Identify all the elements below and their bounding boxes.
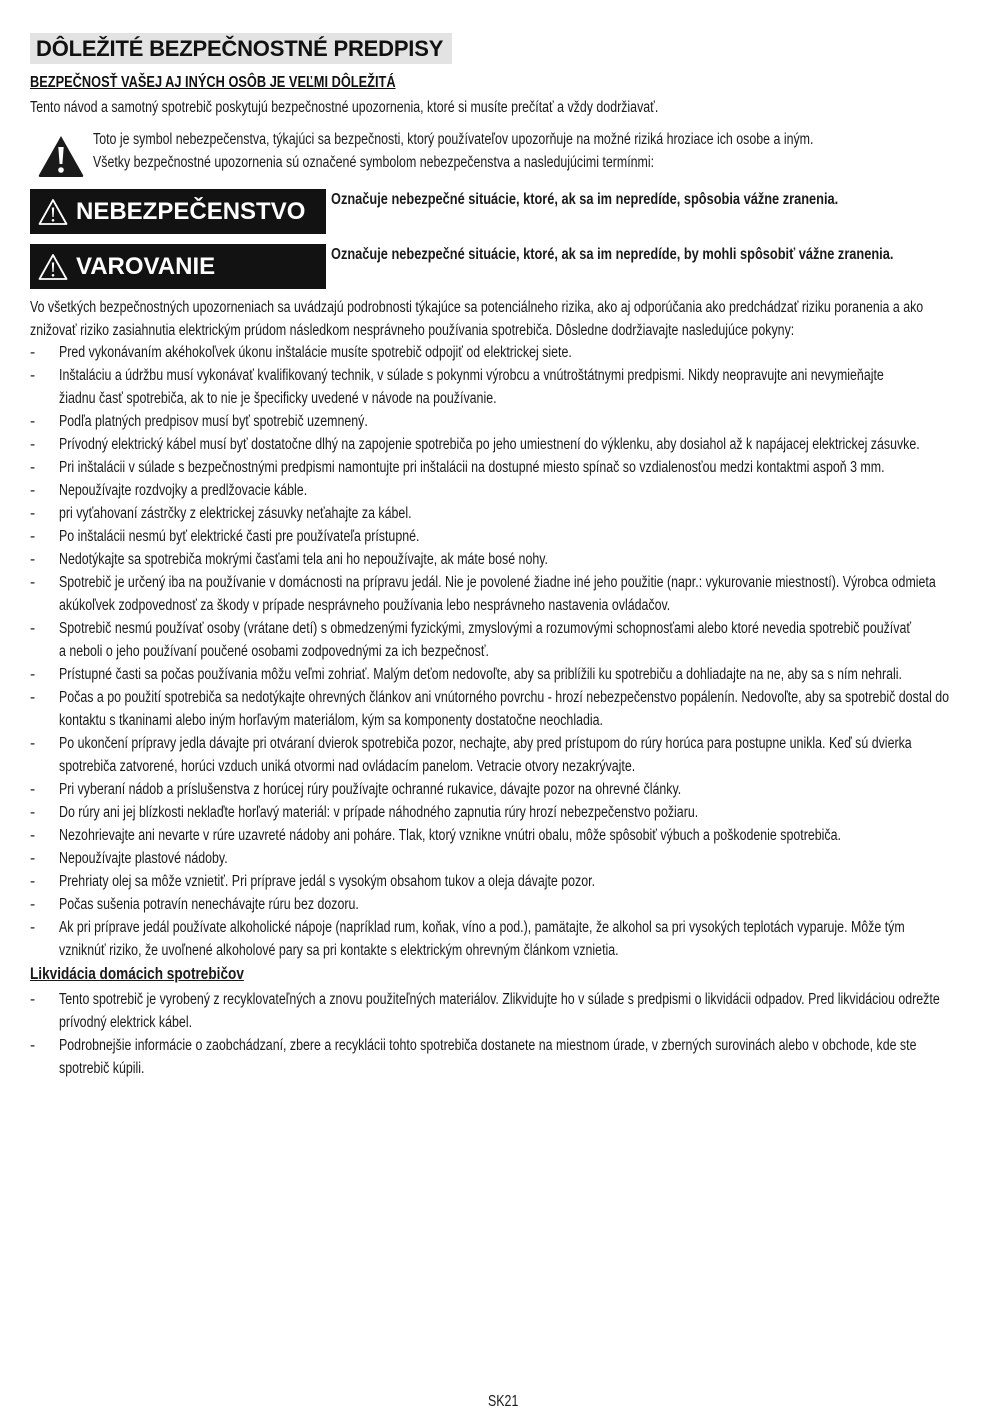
list-item xyxy=(30,893,980,916)
list-item xyxy=(30,870,980,893)
list-item-line: prívodný elektrick kábel. xyxy=(59,1014,193,1031)
list-item xyxy=(30,686,980,732)
intro-text: Tento návod a samotný spotrebič poskytujú bezpečnostné upozornenia, ktoré si musíte prečítať a vždy dodržiavať. xyxy=(30,99,659,116)
list-dash: - xyxy=(30,482,36,499)
list-item xyxy=(30,479,980,502)
list-dash: - xyxy=(30,781,36,798)
list-dash: - xyxy=(30,735,36,752)
list-dash: - xyxy=(30,413,36,430)
list-dash: - xyxy=(30,896,36,913)
list-dash: - xyxy=(30,1037,36,1054)
list-item-line: Po inštalácii nesmú byť elektrické časti pre používateľa prístupné. xyxy=(59,528,420,545)
list-item-text xyxy=(59,732,1005,778)
list-item-text xyxy=(59,870,1005,893)
list-item-text xyxy=(59,916,1005,962)
section-subtitle: BEZPEČNOSŤ VAŠEJ AJ INÝCH OSÔB JE VEĽMI DÔLEŽITÁ xyxy=(30,74,396,91)
list-item-line: Ak pri príprave jedál používate alkoholické nápoje (napríklad rum, koňak, víno a pod.), pamätajte, že alkohol sa pri vysokých teplotách vyparuje. Môže tým xyxy=(59,919,905,936)
list-item-line: Podrobnejšie informácie o zaobchádzaní, zbere a recyklácii tohto spotrebiča dostanete na miestnom úrade, v zberných surovinách alebo v obchode, kde ste xyxy=(59,1037,917,1054)
list-dash: - xyxy=(30,551,36,568)
list-dash: - xyxy=(30,620,36,637)
list-item-line: Počas sušenia potravín nenechávajte rúru bez dozoru. xyxy=(59,896,359,913)
symbol-description-line: Toto je symbol nebezpečenstva, týkajúci sa bezpečnosti, ktorý používateľov upozorňuje na možné riziká hroziace ich osobe a iným. xyxy=(93,131,814,148)
list-item-line: Prístupné časti sa počas používania môžu veľmi zohriať. Malým deťom nedovoľte, aby sa priblížili ku spotrebiču a dohliadajte na ne, aby sa s ním nehrali. xyxy=(59,666,902,683)
list-item-text xyxy=(59,571,1005,617)
list-item-text xyxy=(59,479,1005,502)
list-item-text xyxy=(59,456,1005,479)
list-item-line: a neboli o jeho používaní poučené osobami zodpovednými za ich bezpečnosť. xyxy=(59,643,489,660)
list-item xyxy=(30,732,980,778)
danger-label xyxy=(30,189,326,234)
list-item-text xyxy=(59,778,1005,801)
list-dash: - xyxy=(30,528,36,545)
list-dash: - xyxy=(30,919,36,936)
list-item-line: spotrebič kúpili. xyxy=(59,1060,145,1077)
list-item-line: Nezohrievajte ani nevarte v rúre uzavreté nádoby ani poháre. Tlak, ktorý vznikne vnútri obalu, môže spôsobiť výbuch a poškodenie spotrebiča. xyxy=(59,827,841,844)
disposal-list xyxy=(30,988,980,1080)
list-dash: - xyxy=(30,436,36,453)
list-item-line: žiadnu časť spotrebiča, ak to nie je špecificky uvedené v návode na používanie. xyxy=(59,390,497,407)
list-item xyxy=(30,778,980,801)
list-dash: - xyxy=(30,505,36,522)
list-item-line: Pri vyberaní nádob a príslušenstva z horúcej rúry používajte ochranné rukavice, dávajte pozor na ohrevné články. xyxy=(59,781,682,798)
list-item-text xyxy=(59,801,1005,824)
list-item xyxy=(30,571,980,617)
list-item xyxy=(30,341,980,364)
list-item-text xyxy=(59,341,1005,364)
list-item-line: Tento spotrebič je vyrobený z recyklovateľných a znovu použiteľných materiálov. Zlikvidujte ho v súlade s predpismi o likvidácii odpadov. Pred likvidáciou odrežte xyxy=(59,991,940,1008)
list-item xyxy=(30,410,980,433)
list-item-text xyxy=(59,988,1005,1034)
list-item-text xyxy=(59,525,1005,548)
list-item-text xyxy=(59,548,1005,571)
list-item-line: pri vyťahovaní zástrčky z elektrickej zásuvky neťahajte za kábel. xyxy=(59,505,412,522)
warning-description: Označuje nebezpečné situácie, ktoré, ak sa im nepredíde, by mohli spôsobiť vážne zranenia. xyxy=(331,246,894,263)
list-dash: - xyxy=(30,804,36,821)
list-item-text xyxy=(59,502,1005,525)
list-item-line: Do rúry ani jej blízkosti neklaďte horľavý materiál: v prípade náhodného zapnutia rúry hrozí nebezpečenstvo požiaru. xyxy=(59,804,699,821)
safety-instructions-list xyxy=(30,341,980,962)
list-item-line: Spotrebič nesmú používať osoby (vrátane detí) s obmedzenými fyzickými, zmyslovými a rozumovými schopnosťami alebo ktoré nevedia spotrebič používať xyxy=(59,620,912,637)
list-item-text xyxy=(59,1034,1005,1080)
list-item-line: Inštaláciu a údržbu musí vykonávať kvalifikovaný technik, v súlade s pokynmi výrobcu a vnútroštátnymi predpismi. Nikdy neopravujte ani nevymieňajte xyxy=(59,367,884,384)
list-item-text xyxy=(59,364,1005,410)
danger-description: Označuje nebezpečné situácie, ktoré, ak sa im nepredíde, spôsobia vážne zranenia. xyxy=(331,191,839,208)
list-item xyxy=(30,663,980,686)
warning-triangle-icon xyxy=(38,198,68,226)
list-item xyxy=(30,617,980,663)
list-item-line: Pred vykonávaním akéhokoľvek úkonu inštalácie musíte spotrebič odpojiť od elektrickej siete. xyxy=(59,344,572,361)
list-item xyxy=(30,916,980,962)
list-item-line: vzniknúť riziko, že uvoľnené alkoholové pary sa pri kontakte s elektrickým ohrevným článkom vznietia. xyxy=(59,942,619,959)
general-paragraph: Vo všetkých bezpečnostných upozorneniach sa uvádzajú podrobnosti týkajúce sa potenciálneho rizika, ako aj odporúčania ako predchádzať riziku poranenia a ako xyxy=(30,299,924,316)
list-item-text xyxy=(59,410,1005,433)
list-item-line: Nedotýkajte sa spotrebiča mokrými časťami tela ani ho nepoužívajte, ak máte bosé nohy. xyxy=(59,551,548,568)
list-item xyxy=(30,824,980,847)
list-item-text xyxy=(59,663,1005,686)
list-item-line: Prehriaty olej sa môže vznietiť. Pri príprave jedál s vysokým obsahom tukov a oleja dávajte pozor. xyxy=(59,873,596,890)
list-item-line: Podľa platných predpisov musí byť spotrebič uzemnený. xyxy=(59,413,368,430)
warning-triangle-icon xyxy=(38,253,68,281)
list-item xyxy=(30,502,980,525)
list-item xyxy=(30,456,980,479)
disposal-title: Likvidácia domácich spotrebičov xyxy=(30,964,244,983)
list-dash: - xyxy=(30,827,36,844)
list-item-text xyxy=(59,824,1005,847)
list-item-line: Prívodný elektrický kábel musí byť dostatočne dlhý na zapojenie spotrebiča po jeho umiestnení do výklenku, aby dosiahol až k napájacej elektrickej zásuvke. xyxy=(59,436,920,453)
list-item-line: Spotrebič je určený iba na používanie v domácnosti na prípravu jedál. Nie je povolené žiadne iné jeho použitie (napr.: vykurovanie miestností). Výrobca odmieta xyxy=(59,574,936,591)
page-number: SK21 xyxy=(488,1393,519,1410)
list-dash: - xyxy=(30,367,36,384)
list-item-line: Nepoužívajte plastové nádoby. xyxy=(59,850,228,867)
list-dash: - xyxy=(30,574,36,591)
list-item-text xyxy=(59,847,1005,870)
list-dash: - xyxy=(30,344,36,361)
page-title: DÔLEŽITÉ BEZPEČNOSTNÉ PREDPISY xyxy=(30,33,452,64)
list-dash: - xyxy=(30,991,36,1008)
list-item-line: spotrebiča zatvorené, horúci vzduch uniká otvormi nad ovládacím panelom. Vetracie otvory nezakrývajte. xyxy=(59,758,636,775)
list-item-text xyxy=(59,617,1005,663)
list-item-line: Pri inštalácii v súlade s bezpečnostnými predpismi namontujte pri inštalácii na dostupné miesto spínač so vzdialenosťou medzi kontaktmi aspoň 3 mm. xyxy=(59,459,885,476)
danger-term: NEBEZPEČENSTVO xyxy=(76,197,306,225)
warning-label xyxy=(30,244,326,289)
list-item xyxy=(30,525,980,548)
list-item xyxy=(30,801,980,824)
list-item-line: Počas a po použití spotrebiča sa nedotýkajte ohrevných článkov ani vnútorného povrchu - hrozí nebezpečenstvo popálenín. Nedovoľte, aby sa spotrebič dostal do xyxy=(59,689,950,706)
list-item xyxy=(30,847,980,870)
list-item-line: Po ukončení prípravy jedla dávajte pri otváraní dvierok spotrebiča pozor, nechajte, aby pred prístupom do rúry horúca para postupne unikla. Keď sú dvierka xyxy=(59,735,912,752)
list-dash: - xyxy=(30,689,36,706)
list-item-line: Nepoužívajte rozdvojky a predlžovacie káble. xyxy=(59,482,308,499)
general-paragraph: znižovať riziko zasiahnutia elektrickým prúdom následkom nesprávneho používania spotrebiča. Dôsledne dodržiavajte nasledujúce pokyny: xyxy=(30,322,795,339)
list-item-text xyxy=(59,686,1005,732)
warning-triangle-icon xyxy=(37,134,85,178)
list-dash: - xyxy=(30,459,36,476)
warning-term: VAROVANIE xyxy=(76,252,216,280)
list-item-line: akúkoľvek zodpovednosť za škody v prípade nesprávneho používania lebo nesprávneho nastavenia ovládačov. xyxy=(59,597,671,614)
list-item-text xyxy=(59,893,1005,916)
list-item xyxy=(30,988,980,1034)
list-item xyxy=(30,364,980,410)
list-dash: - xyxy=(30,873,36,890)
list-item-line: kontaktu s tkaninami alebo iným horľavým materiálom, kým sa komponenty dostatočne neochladia. xyxy=(59,712,603,729)
list-item xyxy=(30,433,980,456)
list-item-text xyxy=(59,433,1005,456)
symbol-description-line: Všetky bezpečnostné upozornenia sú označené symbolom nebezpečenstva a nasledujúcimi termínmi: xyxy=(93,154,655,171)
list-dash: - xyxy=(30,850,36,867)
list-dash: - xyxy=(30,666,36,683)
list-item xyxy=(30,1034,980,1080)
list-item xyxy=(30,548,980,571)
